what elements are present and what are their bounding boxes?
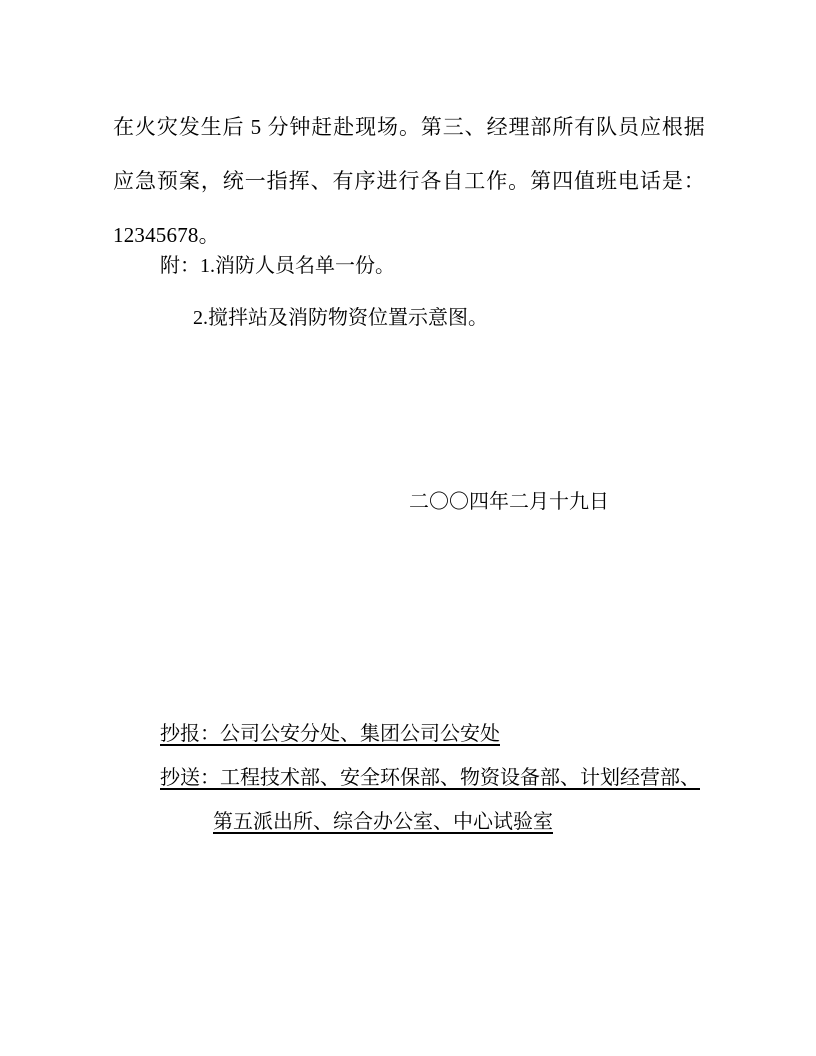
distribution-text-1: 抄报：公司公安分处、集团公司公安处 [160,723,500,745]
distribution-text-3: 第五派出所、综合办公室、中心试验室 [213,811,553,833]
distribution-line-2 [113,756,713,800]
attachment-line-2: 2.搅拌站及消防物资位置示意图。 [193,307,488,329]
attachment-block [113,240,705,344]
attachment-line-1: 附：1.消防人员名单一份。 [160,255,395,277]
distribution-block [113,712,713,844]
distribution-line-3 [113,800,713,844]
document-date: 二〇〇四年二月十九日 [409,491,609,513]
distribution-text-2: 抄送：工程技术部、安全环保部、物资设备部、计划经营部、 [160,767,700,789]
distribution-line-1 [113,712,713,756]
body-paragraph-block [113,100,705,262]
body-paragraph: 在火灾发生后 5 分钟赶赴现场。第三、经理部所有队员应根据应急预案，统一指挥、有序进行各自工作。第四值班电话是：12345678。 [113,115,705,247]
